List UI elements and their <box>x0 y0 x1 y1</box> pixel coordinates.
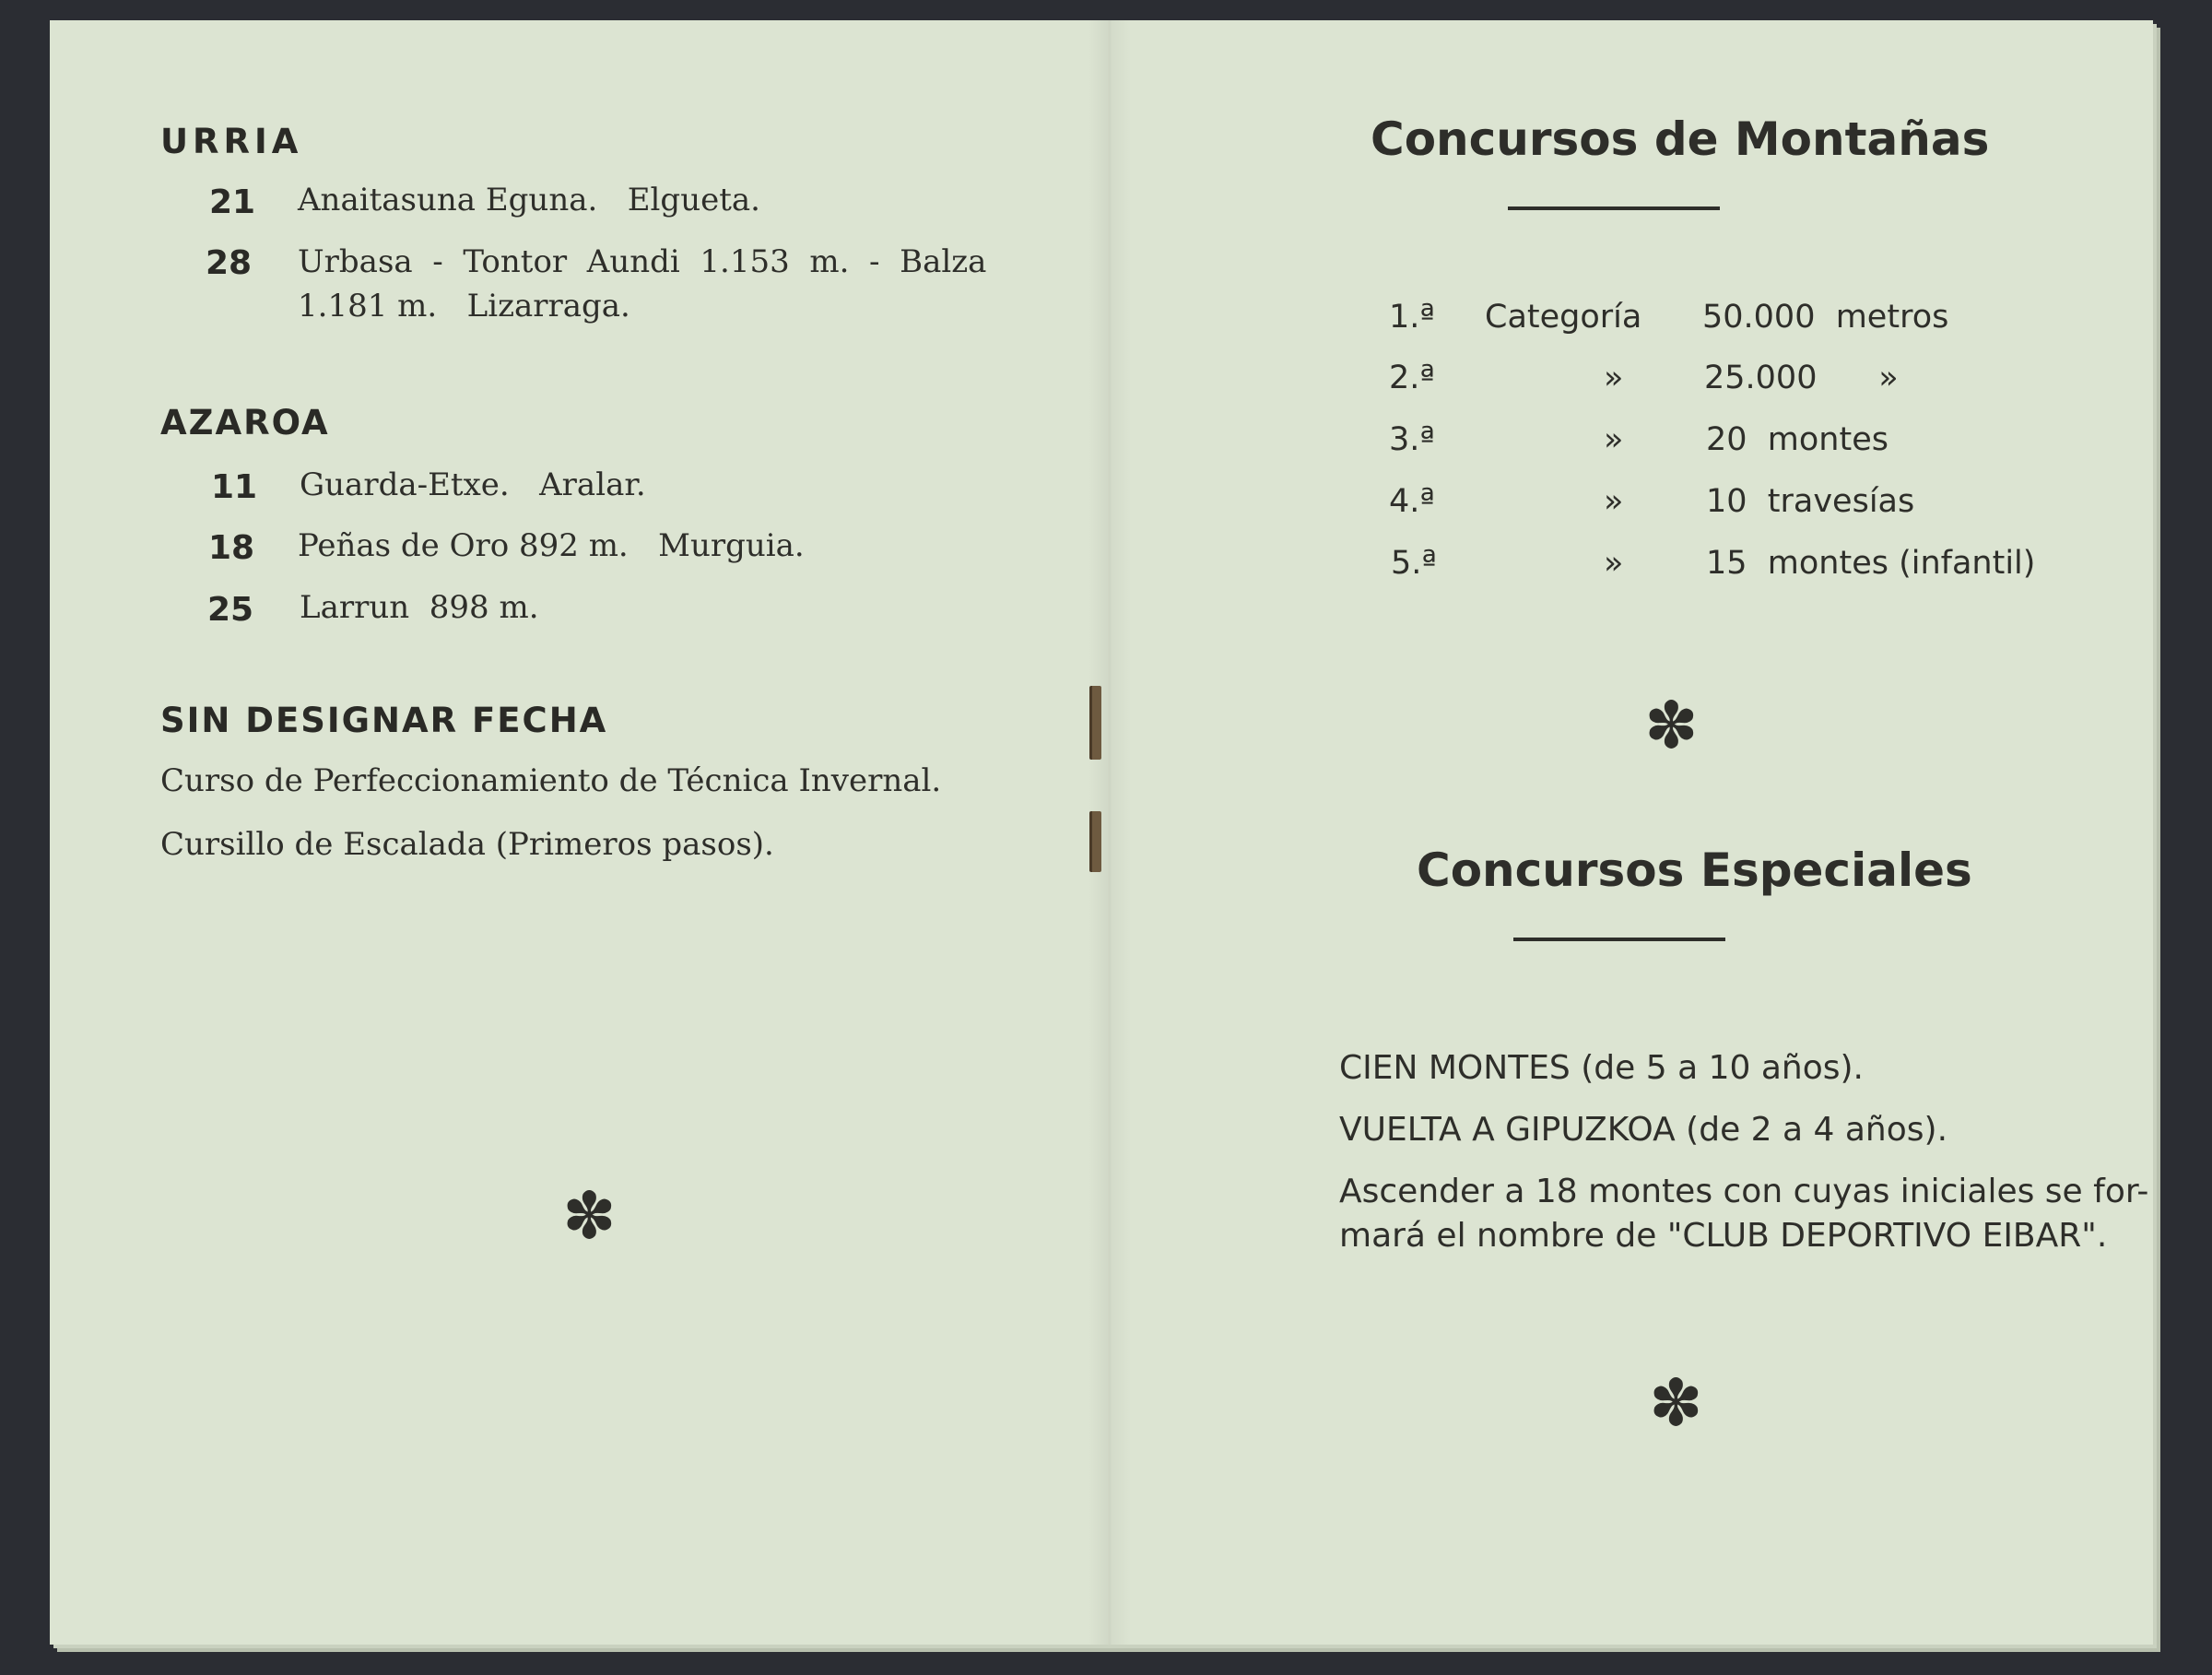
requirement-cell: 15 montes (infantil) <box>1706 545 2036 582</box>
event-text: Peñas de Oro 892 m. Murguia. <box>298 527 805 564</box>
month-heading-azaroa: AZAROA <box>160 403 330 442</box>
requirement-cell: 25.000 » <box>1704 360 1899 396</box>
note-line: Cursillo de Escalada (Primeros pasos). <box>160 826 774 863</box>
category-cell: Categoría <box>1485 299 1642 336</box>
day-number: 21 <box>209 183 256 221</box>
day-number: 28 <box>206 244 253 282</box>
event-text: Anaitasuna Eguna. Elgueta. <box>298 182 760 218</box>
requirement-cell: 50.000 metros <box>1702 299 1949 336</box>
day-number: 11 <box>211 468 258 506</box>
day-number: 18 <box>208 529 255 567</box>
special-contest-item: VUELTA A GIPUZKOA (de 2 a 4 años). <box>1339 1111 1948 1149</box>
category-cell: » <box>1604 483 1624 520</box>
rank-cell: 1.ª <box>1389 299 1435 336</box>
section-heading-sin-designar-fecha: SIN DESIGNAR FECHA <box>160 701 608 740</box>
title-underline <box>1508 206 1720 210</box>
ornament-asterisk: ✽ <box>1649 1365 1703 1441</box>
rank-cell: 3.ª <box>1389 421 1435 458</box>
title-underline <box>1513 938 1725 941</box>
special-contests-title: Concursos Especiales <box>1417 843 1972 897</box>
requirement-cell: 20 montes <box>1706 421 1888 458</box>
ornament-asterisk: ✽ <box>562 1178 617 1254</box>
ornament-asterisk: ✽ <box>1644 688 1699 763</box>
rank-cell: 5.ª <box>1391 545 1437 582</box>
event-text-line-1: Urbasa - Tontor Aundi 1.153 m. - Balza <box>298 243 987 280</box>
category-cell: » <box>1604 421 1624 458</box>
rank-cell: 4.ª <box>1389 483 1435 520</box>
rank-cell: 2.ª <box>1389 360 1435 396</box>
left-page <box>50 20 1110 1645</box>
note-line: Curso de Perfeccionamiento de Técnica Invernal. <box>160 762 942 799</box>
paragraph-line: mará el nombre de "CLUB DEPORTIVO EIBAR". <box>1339 1217 2108 1255</box>
special-contest-item: CIEN MONTES (de 5 a 10 años). <box>1339 1049 1864 1087</box>
paragraph-line: Ascender a 18 montes con cuyas iniciales se for- <box>1339 1173 2149 1210</box>
month-heading-urria: URRIA <box>160 122 303 161</box>
requirement-cell: 10 travesías <box>1706 483 1915 520</box>
category-cell: » <box>1604 360 1624 396</box>
event-text: Guarda-Etxe. Aralar. <box>300 466 646 503</box>
booklet-spread <box>50 20 2153 1645</box>
event-text: Larrun 898 m. <box>300 589 539 626</box>
mountain-contests-title: Concursos de Montañas <box>1371 112 1990 166</box>
right-page <box>1110 20 2153 1645</box>
day-number: 25 <box>207 591 254 629</box>
category-cell: » <box>1604 545 1624 582</box>
event-text-line-2: 1.181 m. Lizarraga. <box>298 288 630 324</box>
